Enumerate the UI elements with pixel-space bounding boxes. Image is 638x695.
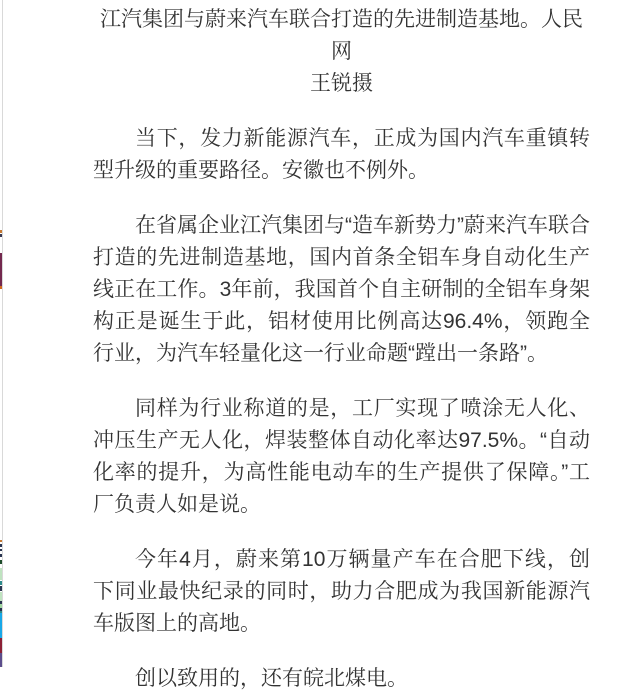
left-border-line xyxy=(2,0,3,667)
photo-caption xyxy=(93,4,590,100)
paragraph-5: 创以致用的，还有皖北煤电。 xyxy=(135,667,408,690)
paragraph-4: 今年4月，蔚来第10万辆量产车在合肥下线，创下同业最快纪录的同时，助力合肥成为我国新能源汽车版图上的高地。 xyxy=(93,548,590,635)
paragraph-2: 在省属企业江汽集团与“造车新势力”蔚来汽车联合打造的先进制造基地，国内首条全铝车身自动化生产线正在工作。3年前，我国首个自主研制的全铝车身架构正是诞生于此，铝材使用比例高达96.4%，领跑全行业，为汽车轻量化这一行业命题“蹚出一条路”。 xyxy=(93,214,590,365)
photo-caption-line-2: 王锐摄 xyxy=(310,72,373,95)
paragraph-1: 当下，发力新能源汽车，正成为国内汽车重镇转型升级的重要路径。安徽也不例外。 xyxy=(93,127,590,182)
photo-caption-line-1: 江汽集团与蔚来汽车联合打造的先进制造基地。人民网 xyxy=(100,8,583,63)
article-content xyxy=(93,4,590,695)
paragraph-3: 同样为行业称道的是，工厂实现了喷涂无人化、冲压生产无人化，焊装整体自动化率达97.5%。“自动化率的提升，为高性能电动车的生产提供了保障。”工厂负责人如是说。 xyxy=(93,397,590,516)
